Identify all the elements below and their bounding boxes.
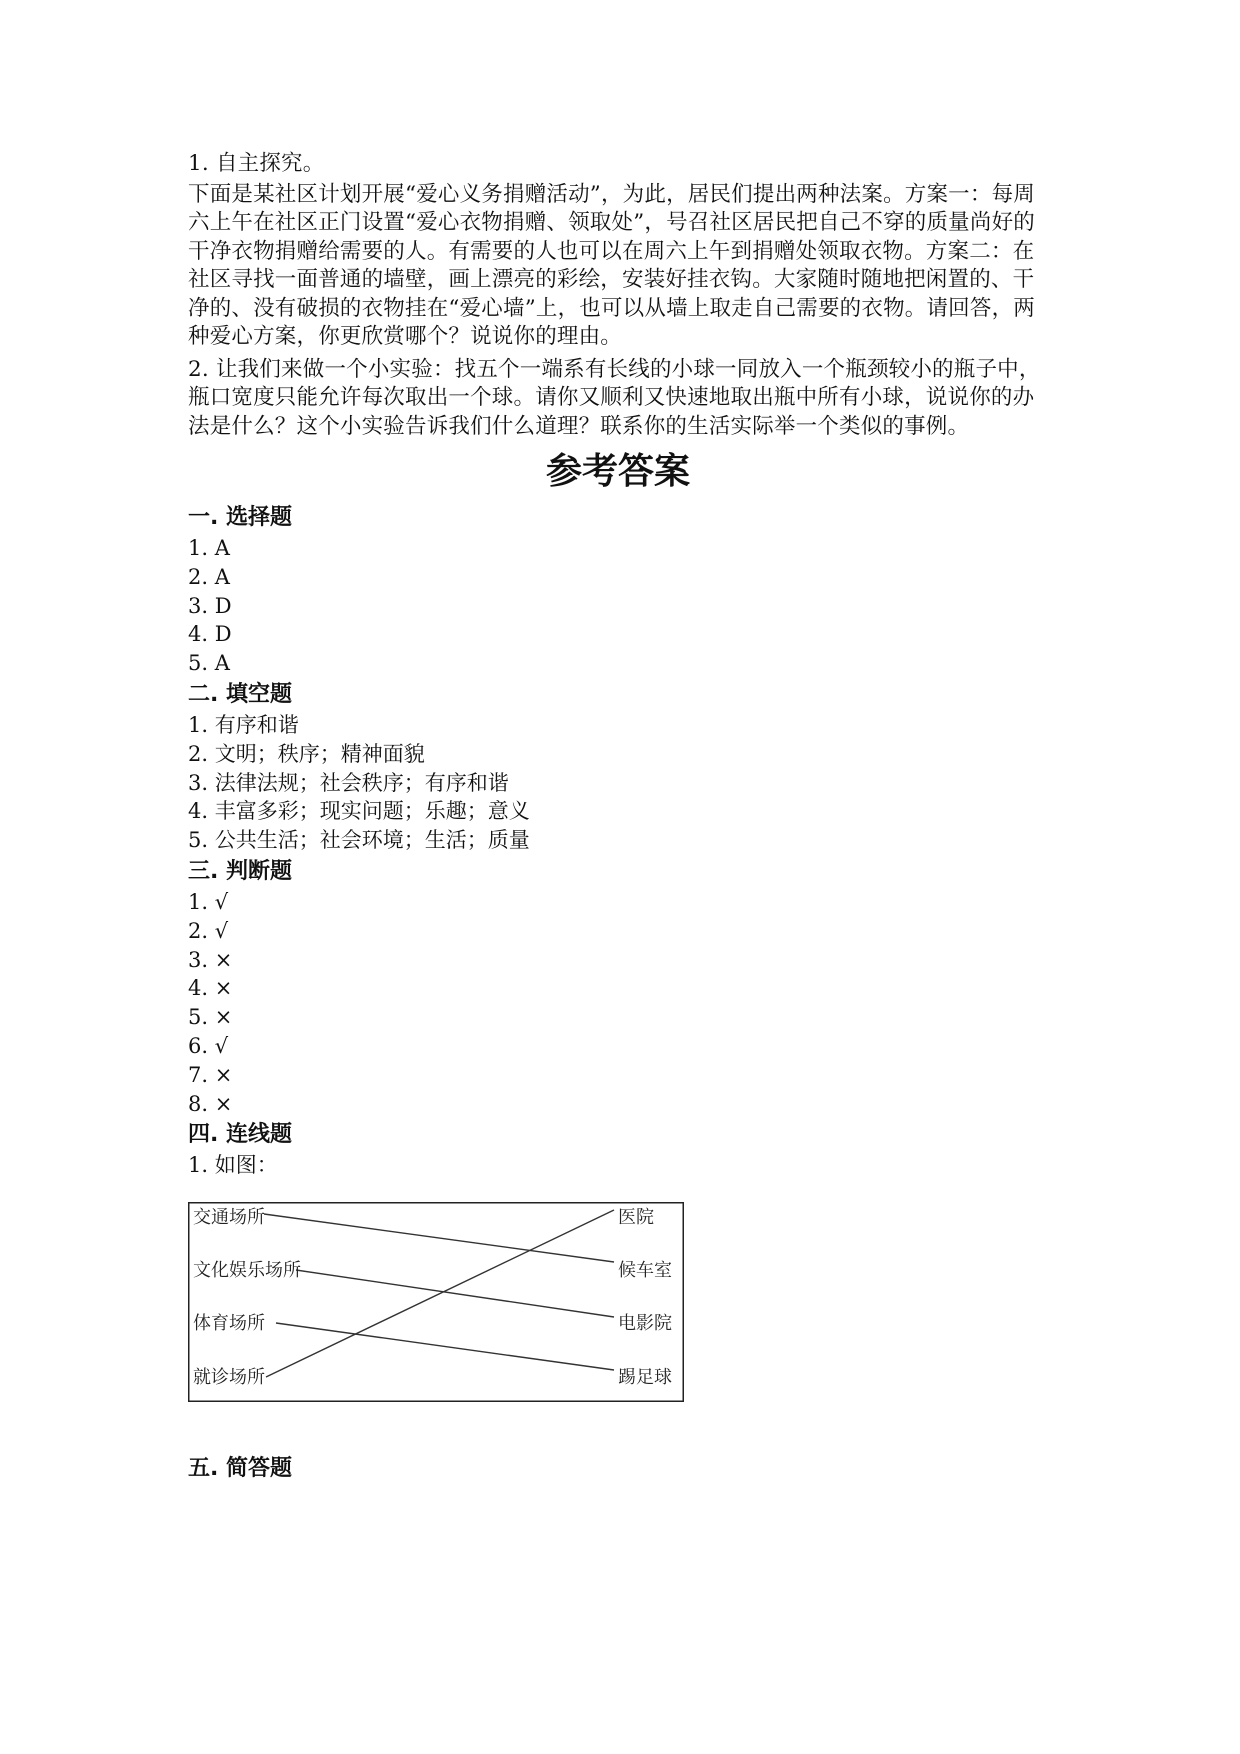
question-1-body: 下面是某社区计划开展“爱心义务捐赠活动”，为此，居民们提出两种法案。方案一：每周六上午在社区正门设置“爱心衣物捐赠、领取处”，号召社区居民把自己不穿的质量尚好的干净衣物捐赠给需要的人。有需要的人也可以在周六上午到捐赠处领取衣物。方案二：在社区寻找一面普通的墙壁，画上漂亮的彩绘，安装好挂衣钩。大家随时随地把闲置的、干净的、没有破损的衣物挂在“爱心墙”上，也可以从墙上取走自己需要的衣物。请回答，两种爱心方案，你更欣赏哪个？说说你的理由。	[188, 181, 1035, 349]
judge-answer: 6. √	[188, 1033, 229, 1058]
right-label: 电影院	[618, 1313, 672, 1335]
section-match	[188, 1118, 1048, 1402]
fill-answer: 4. 丰富多彩；现实问题；乐趣；意义	[188, 799, 530, 824]
choice-answer: 2. A	[188, 564, 230, 589]
judge-answer: 2. √	[188, 918, 229, 943]
fill-answer: 5. 公共生活；社会环境；生活；质量	[188, 828, 530, 853]
judge-answer: 5. ×	[188, 1005, 233, 1030]
question-1-heading: 1. 自主探究。	[188, 151, 325, 176]
fill-answer: 3. 法律法规；社会秩序；有序和谐	[188, 770, 509, 795]
right-label: 医院	[618, 1207, 654, 1229]
section-choice	[188, 501, 1048, 678]
left-label: 体育场所	[193, 1313, 265, 1335]
question-2-body: 2. 让我们来做一个小实验：找五个一端系有长线的小球一同放入一个瓶颈较小的瓶子中，瓶口宽度只能允许每次取出一个球。请你又顺利又快速地取出瓶中所有小球，说说你的办法是什么？这个小实验告诉我们什么道理？联系你的生活实际举一个类似的事例。	[188, 356, 1041, 439]
right-label: 踢足球	[618, 1367, 672, 1389]
left-label: 就诊场所	[193, 1367, 265, 1389]
choice-answer: 5. A	[188, 651, 230, 676]
choice-answer: 1. A	[188, 536, 230, 560]
section-judge	[188, 855, 1048, 1118]
right-label: 候车室	[618, 1260, 672, 1282]
match-answer-intro: 1. 如图：	[188, 1153, 278, 1178]
judge-answer: 7. ×	[188, 1062, 233, 1087]
answer-key-title: 参考答案	[545, 451, 690, 492]
spacer	[188, 1402, 1048, 1452]
section-fill	[188, 678, 1048, 855]
section-short-title: 五. 简答题	[188, 1456, 293, 1482]
fill-answer: 2. 文明；秩序；精神面貌	[188, 741, 425, 766]
matching-diagram	[188, 1202, 684, 1402]
fill-answer: 1. 有序和谐	[188, 712, 299, 737]
choice-answer: 3. D	[188, 593, 232, 618]
left-label: 文化娱乐场所	[193, 1260, 301, 1282]
section-judge-title: 三. 判断题	[188, 858, 293, 884]
left-label: 交通场所	[193, 1207, 265, 1229]
matching-diagram-svg	[188, 1202, 684, 1402]
section-match-title: 四. 连线题	[188, 1122, 293, 1148]
page-content	[188, 150, 1048, 1485]
judge-answer: 1. √	[188, 889, 229, 914]
judge-answer: 8. ×	[188, 1091, 233, 1116]
section-choice-title: 一. 选择题	[188, 505, 293, 530]
judge-answer: 4. ×	[188, 976, 233, 1001]
choice-answer: 4. D	[188, 622, 232, 647]
judge-answer: 3. ×	[188, 947, 233, 972]
section-fill-title: 二. 填空题	[188, 681, 293, 707]
section-short	[188, 1452, 1048, 1485]
